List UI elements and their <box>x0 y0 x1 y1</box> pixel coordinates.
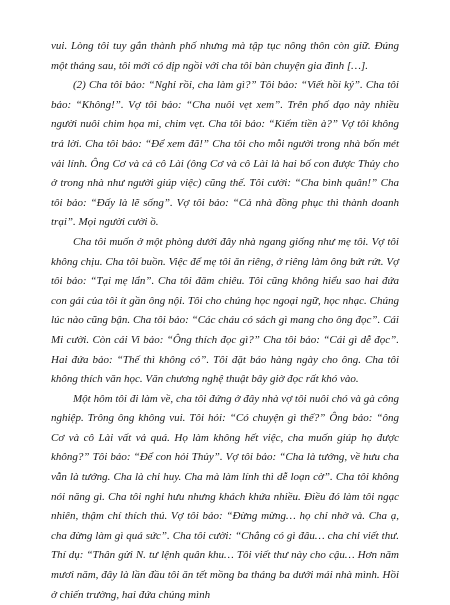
paragraph-intro: vui. Lòng tôi tuy gắn thành phố nhưng mà tập tục nông thôn còn giữ. Đúng một tháng sau, tôi mới có dịp ngồi với cha tôi bàn chuyện gia đình […]. <box>51 40 399 72</box>
paragraph-one-day: Một hôm tôi đi làm về, cha tôi đứng ở đây nhà vợ tôi nuôi chó và gà công nghiệp. Trông ông không vui. Tôi hỏi: “Có chuyện gì thế?” Ông bảo: “ông Cơ và cô Lài vất vả quá. Họ làm không hết việc, cha muốn giúp họ được không?” Tôi bảo: “Để con hỏi Thủy”. Vợ tôi bảo: “Cha là tướng, về hưu cha vẫn là tướng. Cha là chỉ huy. Cha mà làm lính thì dễ loạn cờ”. Cha tôi không nói năng gì. Cha tôi nghỉ hưu nhưng khách khứa nhiều. Điều đó làm tôi ngạc nhiên, thậm chí thích thú. Vợ tôi bảo: “Đừng mừng… họ chỉ nhờ và. Cha ạ, cha đừng làm gì quá sức”. Cha tôi cười: “Chẳng có gì đâu… cha chỉ viết thư. Thí dụ: “Thân gửi N. tư lệnh quân khu… Tôi viết thư này cho cậu… Hơn năm mươi năm, đây là lần đầu tôi ăn tết mồng ba tháng ba dưới mái nhà mình. Hồi ở chiến trường, hai đứa chúng mình <box>51 392 399 601</box>
paragraph-dialogue: (2) Cha tôi bảo: “Nghỉ rồi, cha làm gì?” Tôi bảo: “Viết hồi ký”. Cha tôi bảo: “Không!”. Vợ tôi bảo: “Cha nuôi vẹt xem”. Trên phố dạo này nhiều người nuôi chim họa mi, chim vẹt. Cha tôi bảo: “Kiếm tiền à?” Vợ tôi không trả lời. Cha tôi bảo: “Để xem đã!” Cha tôi cho mỗi người trong nhà bốn mét vải lính. Ông Cơ và cả cô Lài (ông Cơ và cô Lài là hai bố con được Thủy cho ở trong nhà như người giúp việc) cũng thế. Tôi cười: “Cha bình quân!” Cha tôi bảo: “Đấy là lẽ sống”. Vợ tôi bảo: “Cả nhà đồng phục thì thành doanh trại”. Mọi người cười ồ. <box>51 79 399 229</box>
paragraph-father-room: Cha tôi muốn ở một phòng dưới đây nhà ngang giống như mẹ tôi. Vợ tôi không chịu. Cha tôi buồn. Việc để mẹ tôi ăn riêng, ở riêng làm ông bứt rứt. Vợ tôi bảo: “Tại mẹ lẩn”. Cha tôi đăm chiêu. Tôi cũng không hiểu sao hai đứa con gái của tôi ít gần ông nội. Tôi cho chúng học ngoại ngữ, học nhạc. Chúng lúc nào cũng bận. Cha tôi bảo: “Các cháu có sách gì mang cho ông đọc”. Cái Mi cười. Còn cái Vi bảo: “Ông thích đọc gì?” Cha tôi bảo: “Cái gì dễ đọc”. Hai đứa bảo: “Thế thì không có”. Tôi đặt báo hàng ngày cho ông. Cha tôi không thích văn học. Văn chương nghệ thuật bây giờ đọc rất khó vào. <box>51 235 399 386</box>
